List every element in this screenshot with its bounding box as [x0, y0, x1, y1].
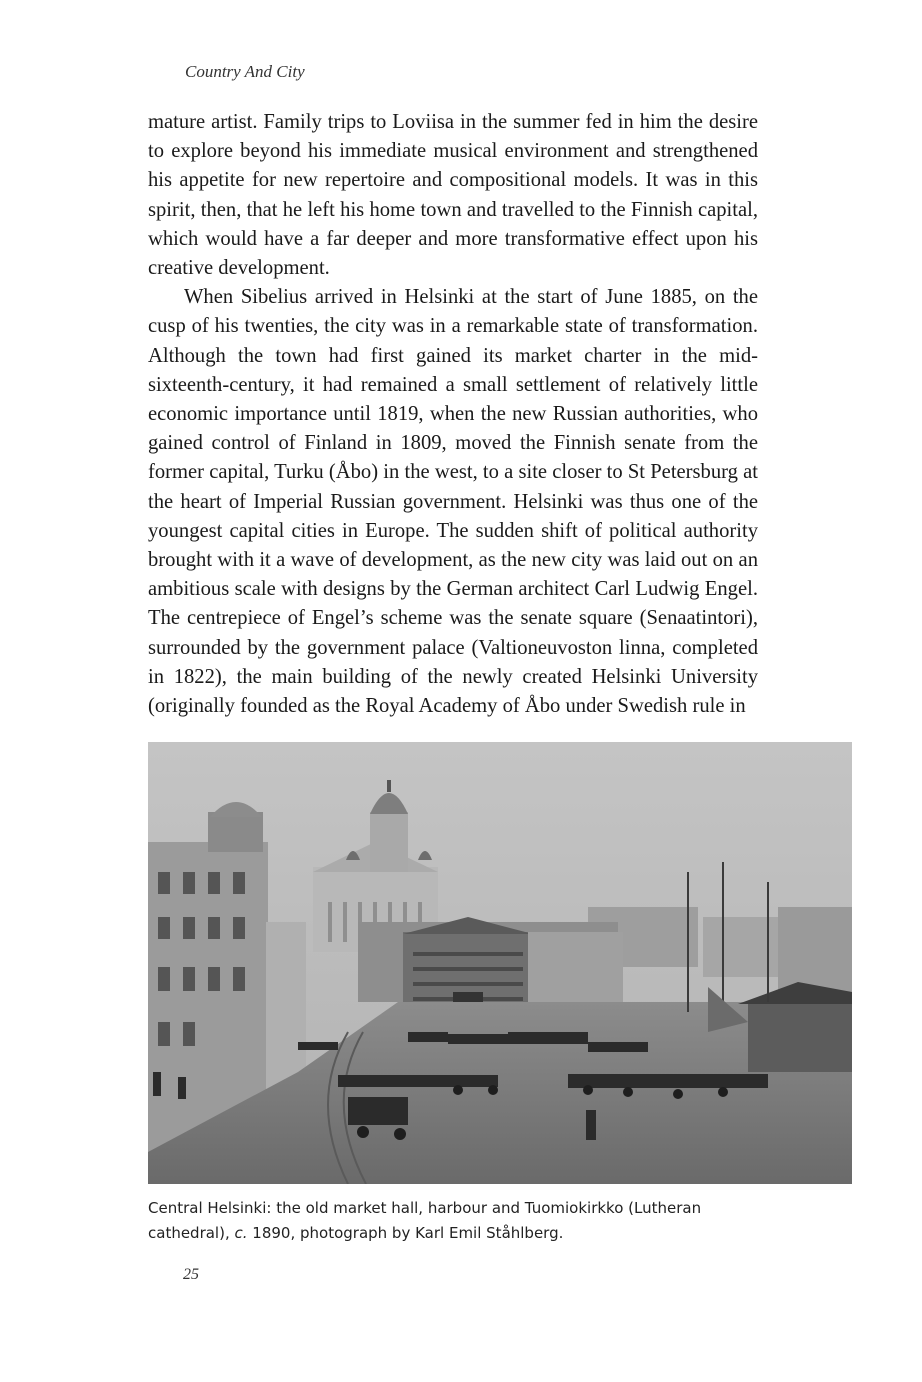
caption-circa: c. — [234, 1224, 248, 1242]
paragraph: When Sibelius arrived in Helsinki at the start of June 1885, on the cusp of his twenties, the city was in a remarkable state of transformation. Although the town had first gained its market charter in the mid-sixteenth-century, it had remained a small settlement of relatively little economic importance until 1819, when the new Russian authorities, who gained control of Finland in 1809, moved the Finnish senate from the former capital, Turku (Åbo) in the west, to a site closer to St Petersburg at the heart of Imperial Russian government. Helsinki was thus one of the youngest capital cities in Europe. The sudden shift of political authority brought with it a wave of development, as the new city was laid out on an ambitious scale with designs by the German architect Carl Ludwig Engel. The centrepiece of Engel’s scheme was the senate square (Senaatintori), surrounded by the government palace (Valtioneuvoston linna, completed in 1822), the main building of the newly created Helsinki University (originally founded as the Royal Academy of Åbo under Swedish rule in — [148, 286, 758, 718]
body-text — [148, 108, 758, 721]
paragraph: mature artist. Family trips to Loviisa in the summer fed in him the desire to explore beyond his immediate musical environment and strengthened his appetite for new repertoire and compositional models. It was in this spirit, then, that he left his home town and travelled to the Finnish capital, which would have a far deeper and more transformative effect upon his creative development. — [148, 111, 758, 280]
running-head: Country And City — [185, 62, 305, 81]
market-square-photograph — [148, 742, 852, 1184]
caption-text-end: 1890, photograph by Karl Emil Ståhlberg. — [247, 1224, 564, 1242]
page-number: 25 — [183, 1266, 199, 1283]
caption-text: Central Helsinki: the old market hall, harbour and Tuomiokirkko (Lutheran cathedral), — [148, 1199, 702, 1242]
figure-caption — [148, 1196, 768, 1246]
